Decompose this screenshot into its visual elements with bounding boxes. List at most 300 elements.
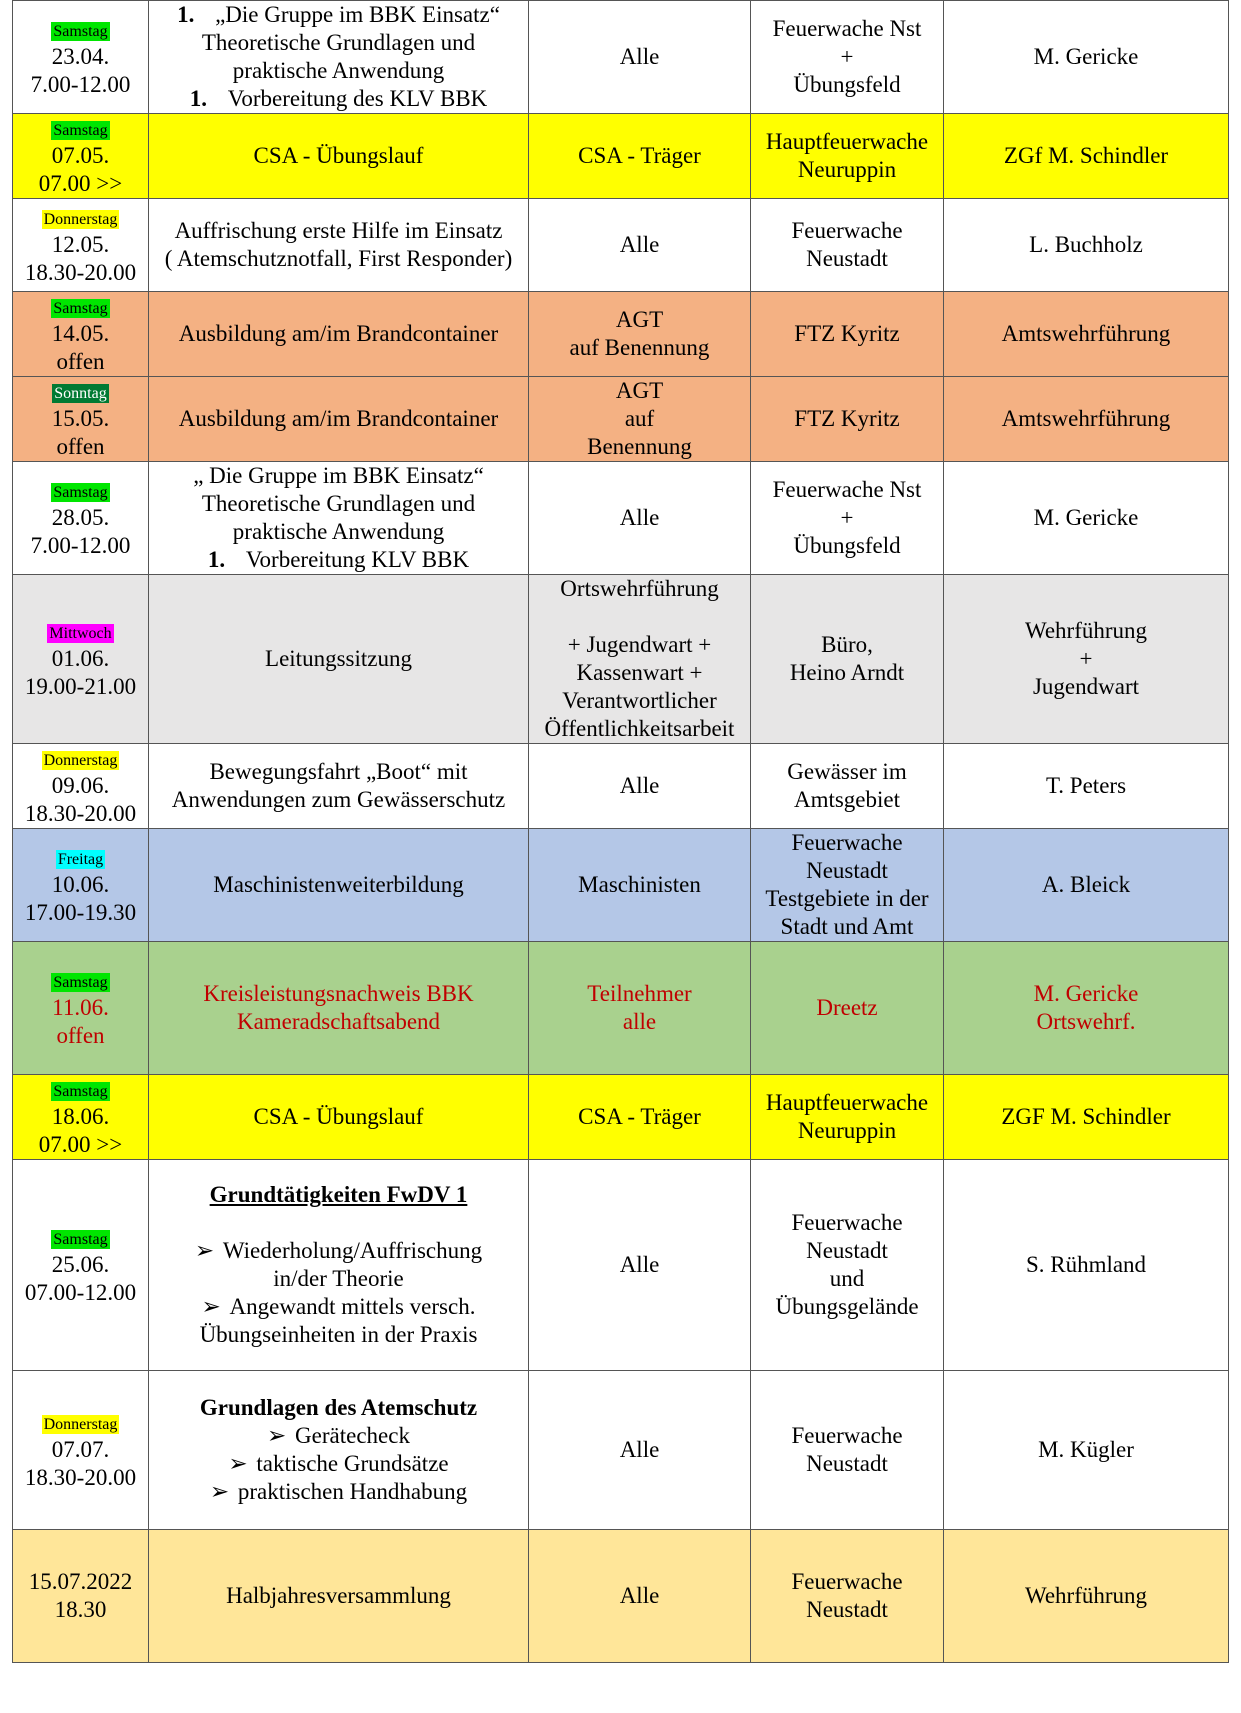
date-text — [15, 320, 146, 376]
topic-line-text: Ausbildung am/im Brandcontainer — [178, 321, 499, 346]
leader-cell — [944, 114, 1229, 199]
leader-text-line: L. Buchholz — [1029, 232, 1143, 257]
location-text-line: FTZ Kyritz — [794, 406, 900, 431]
location-text — [755, 476, 939, 560]
topic-cell — [149, 744, 529, 829]
topic-line-text: taktische Grundsätze — [256, 1451, 449, 1476]
topic-line — [153, 29, 524, 57]
date-text-line: 07.00-12.00 — [24, 1280, 137, 1305]
topic-line-text: ( Atemschutznotfall, First Responder) — [164, 246, 513, 271]
location-text-line: Übungsgelände — [775, 1294, 919, 1319]
topic-cell — [149, 292, 529, 377]
location-text-line: Feuerwache — [791, 1569, 903, 1594]
participants-text — [533, 1582, 746, 1610]
participants-text — [533, 306, 746, 362]
date-text — [15, 405, 146, 461]
leader-text-line: A. Bleick — [1041, 872, 1131, 897]
topic-line — [153, 645, 524, 673]
leader-text-line: Jugendwart — [1032, 674, 1140, 699]
topic-cell — [149, 462, 529, 575]
location-text — [755, 758, 939, 814]
participants-cell — [529, 292, 751, 377]
participants-text — [533, 1251, 746, 1279]
location-cell — [751, 292, 944, 377]
topic-line — [153, 85, 524, 113]
location-cell — [751, 1530, 944, 1663]
topic-text — [153, 405, 524, 433]
leader-text-line: M. Gericke — [1033, 505, 1139, 530]
leader-text — [948, 1251, 1224, 1279]
weekday-tag: Donnerstag — [43, 752, 118, 769]
date-text-line: 12.05. — [51, 232, 110, 257]
date-cell — [13, 744, 149, 829]
topic-text — [153, 980, 524, 1036]
topic-line — [153, 245, 524, 273]
participants-text-line: Alle — [619, 773, 660, 798]
participants-text-line — [533, 603, 746, 631]
leader-cell — [944, 575, 1229, 744]
topic-line — [153, 1209, 524, 1237]
location-text-line: Büro, — [821, 632, 873, 657]
leader-text-line: ZGf M. Schindler — [1003, 143, 1169, 168]
date-cell — [13, 575, 149, 744]
schedule-table — [12, 0, 1229, 1663]
leader-text — [948, 1582, 1224, 1610]
topic-cell — [149, 1075, 529, 1160]
location-text — [755, 1568, 939, 1624]
topic-line-text: praktischen Handhabung — [237, 1479, 468, 1504]
participants-cell — [529, 1371, 751, 1530]
location-cell — [751, 462, 944, 575]
weekday-tag: Mittwoch — [49, 625, 112, 642]
topic-line — [153, 1, 524, 29]
leader-text-line: Ortswehrf. — [1036, 1009, 1136, 1034]
date-text-line: 18.30-20.00 — [24, 260, 137, 285]
topic-line — [153, 405, 524, 433]
location-text — [755, 405, 939, 433]
leader-text — [948, 504, 1224, 532]
date-text-line: 11.06. — [52, 995, 109, 1020]
location-text-line: Heino Arndt — [789, 660, 905, 685]
location-text-line: Feuerwache — [791, 1210, 903, 1235]
leader-cell — [944, 1, 1229, 114]
participants-text-line: Alle — [619, 505, 660, 530]
date-text-line: 18.06. — [51, 1104, 110, 1129]
topic-line-text: Grundlagen des Atemschutz — [199, 1395, 478, 1420]
location-text-line: Neuruppin — [797, 157, 897, 182]
weekday-tag: Samstag — [53, 974, 108, 991]
participants-text-line: Alle — [619, 1437, 660, 1462]
date-text — [15, 231, 146, 287]
location-text-line: Neustadt — [806, 1451, 888, 1476]
schedule-row — [13, 114, 1229, 199]
topic-line-text: in/der Theorie — [273, 1266, 404, 1291]
arrow-bullet-icon: ➢ — [201, 1294, 221, 1319]
date-text-line: 18.30-20.00 — [24, 1465, 137, 1490]
topic-line-text — [336, 1210, 342, 1235]
location-text-line: Stadt und Amt — [780, 914, 914, 939]
date-text-line: offen — [56, 349, 105, 374]
topic-line-text: Anwendungen zum Gewässerschutz — [171, 787, 506, 812]
topic-line-text: „ Die Gruppe im BBK Einsatz“ — [193, 463, 484, 488]
location-cell — [751, 744, 944, 829]
topic-line — [153, 1103, 524, 1131]
topic-text — [153, 645, 524, 673]
schedule-row — [13, 942, 1229, 1075]
date-text-line: offen — [56, 1023, 105, 1048]
topic-line-text: Angewandt mittels versch. — [229, 1294, 476, 1319]
location-text — [755, 15, 939, 99]
location-cell — [751, 1160, 944, 1371]
participants-text-line: Alle — [619, 44, 660, 69]
topic-text — [153, 217, 524, 273]
participants-text-line: Teilnehmer — [587, 981, 692, 1006]
list-number: 1. — [207, 547, 226, 572]
participants-text — [533, 980, 746, 1036]
participants-text-line: Kassenwart + — [576, 660, 703, 685]
leader-cell — [944, 942, 1229, 1075]
topic-line-text: praktische Anwendung — [232, 58, 445, 83]
date-text-line: 7.00-12.00 — [30, 533, 131, 558]
leader-text — [948, 405, 1224, 433]
topic-text — [153, 1103, 524, 1131]
topic-line-text: Maschinistenweiterbildung — [213, 872, 464, 897]
topic-cell — [149, 199, 529, 292]
schedule-row — [13, 829, 1229, 942]
weekday-tag: Samstag — [53, 484, 108, 501]
participants-cell — [529, 1160, 751, 1371]
date-text — [15, 645, 146, 701]
topic-line-text: Übungseinheiten in der Praxis — [199, 1322, 478, 1347]
topic-line — [153, 57, 524, 85]
date-cell — [13, 377, 149, 462]
schedule-row — [13, 1, 1229, 114]
participants-cell — [529, 1075, 751, 1160]
topic-line — [153, 871, 524, 899]
location-text-line: Hauptfeuerwache — [765, 129, 929, 154]
participants-text — [533, 377, 746, 461]
topic-line — [153, 320, 524, 348]
participants-cell — [529, 1530, 751, 1663]
schedule-row — [13, 292, 1229, 377]
topic-line — [153, 1478, 524, 1506]
topic-line — [153, 1450, 524, 1478]
leader-text-line: Amtswehrführung — [1001, 406, 1171, 431]
schedule-row — [13, 1160, 1229, 1371]
participants-cell — [529, 377, 751, 462]
arrow-bullet-icon: ➢ — [194, 1238, 215, 1263]
list-number: 1. — [177, 2, 195, 27]
location-cell — [751, 1371, 944, 1530]
date-text-line: 15.05. — [51, 406, 110, 431]
location-text — [755, 217, 939, 273]
location-text — [755, 829, 939, 941]
leader-text-line: ZGF M. Schindler — [1001, 1104, 1171, 1129]
date-text — [15, 142, 146, 198]
date-text — [15, 1103, 146, 1159]
topic-text — [153, 871, 524, 899]
participants-cell — [529, 942, 751, 1075]
leader-text-line: T. Peters — [1045, 773, 1127, 798]
location-text-line: + — [840, 505, 854, 530]
participants-cell — [529, 1, 751, 114]
leader-text — [948, 617, 1224, 701]
location-text-line: Testgebiete in der — [765, 886, 929, 911]
date-text — [15, 772, 146, 828]
schedule-row — [13, 462, 1229, 575]
topic-line-text: Wiederholung/Auffrischung — [222, 1238, 483, 1263]
schedule-row — [13, 1371, 1229, 1530]
location-cell — [751, 942, 944, 1075]
participants-text-line: Verantwortlicher — [562, 688, 717, 713]
topic-text — [153, 758, 524, 814]
arrow-bullet-icon: ➢ — [267, 1423, 287, 1448]
participants-text-line: AGT — [615, 307, 664, 332]
leader-text-line: M. Gericke — [1033, 44, 1139, 69]
topic-line-text: praktische Anwendung — [232, 519, 445, 544]
topic-text — [153, 462, 524, 574]
topic-text — [153, 1, 524, 113]
date-cell — [13, 114, 149, 199]
participants-text — [533, 142, 746, 170]
date-text — [15, 871, 146, 927]
date-text — [15, 1436, 146, 1492]
location-text — [755, 1089, 939, 1145]
weekday-tag: Samstag — [53, 1083, 108, 1100]
topic-line — [153, 1265, 524, 1293]
participants-text-line: Alle — [619, 1583, 660, 1608]
location-text-line: Übungsfeld — [793, 533, 901, 558]
topic-line-text: CSA - Übungslauf — [253, 1104, 424, 1129]
participants-text-line: Öffentlichkeitsarbeit — [544, 716, 735, 741]
date-text — [15, 43, 146, 99]
participants-text — [533, 231, 746, 259]
participants-cell — [529, 744, 751, 829]
participants-cell — [529, 199, 751, 292]
topic-cell — [149, 829, 529, 942]
schedule-row — [13, 575, 1229, 744]
date-text-line: 17.00-19.30 — [24, 900, 137, 925]
participants-text — [533, 575, 746, 743]
participants-text — [533, 1103, 746, 1131]
schedule-body — [13, 1, 1229, 1663]
date-text-line: 7.00-12.00 — [30, 72, 131, 97]
leader-text-line: + — [1079, 646, 1093, 671]
participants-text — [533, 504, 746, 532]
arrow-bullet-icon: ➢ — [228, 1451, 248, 1476]
participants-text-line: alle — [622, 1009, 657, 1034]
topic-line-text: Leitungssitzung — [265, 646, 412, 671]
topic-line-text: „Die Gruppe im BBK Einsatz“ — [215, 2, 500, 27]
date-text-line: 28.05. — [51, 505, 110, 530]
participants-text-line: Alle — [619, 1252, 660, 1277]
leader-cell — [944, 744, 1229, 829]
topic-line-text: Auffrischung erste Hilfe im Einsatz — [174, 218, 503, 243]
leader-cell — [944, 292, 1229, 377]
participants-text-line: Ortswehrführung — [560, 576, 719, 601]
location-text-line: Neustadt — [806, 246, 888, 271]
date-text-line: 18.30 — [54, 1597, 107, 1622]
leader-text — [948, 142, 1224, 170]
date-cell — [13, 1371, 149, 1530]
date-text-line: 14.05. — [51, 321, 110, 346]
participants-text — [533, 43, 746, 71]
participants-cell — [529, 575, 751, 744]
topic-cell — [149, 575, 529, 744]
topic-line — [153, 1422, 524, 1450]
leader-text — [948, 980, 1224, 1036]
location-text-line: und — [829, 1266, 865, 1291]
leader-cell — [944, 377, 1229, 462]
date-cell — [13, 462, 149, 575]
leader-text — [948, 772, 1224, 800]
location-cell — [751, 575, 944, 744]
location-text — [755, 631, 939, 687]
topic-text — [153, 1582, 524, 1610]
topic-line — [153, 142, 524, 170]
participants-text-line: Alle — [619, 232, 660, 257]
location-text-line: + — [840, 44, 854, 69]
weekday-tag: Donnerstag — [43, 1416, 118, 1433]
leader-text — [948, 43, 1224, 71]
leader-cell — [944, 462, 1229, 575]
participants-cell — [529, 829, 751, 942]
topic-cell — [149, 114, 529, 199]
topic-line — [153, 786, 524, 814]
weekday-tag: Samstag — [53, 300, 108, 317]
participants-text-line: auf Benennung — [569, 335, 710, 360]
topic-line — [153, 1293, 524, 1321]
date-cell — [13, 1160, 149, 1371]
schedule-row — [13, 744, 1229, 829]
date-text — [15, 1251, 146, 1307]
schedule-row — [13, 1530, 1229, 1663]
location-cell — [751, 199, 944, 292]
schedule-row — [13, 199, 1229, 292]
date-text-line: 01.06. — [51, 646, 110, 671]
participants-text-line: auf — [624, 406, 655, 431]
topic-line — [153, 462, 524, 490]
location-text-line: Amtsgebiet — [793, 787, 901, 812]
participants-text — [533, 1436, 746, 1464]
topic-line — [153, 1582, 524, 1610]
date-text-line: 15.07.2022 — [28, 1569, 133, 1594]
list-number: 1. — [189, 86, 207, 111]
participants-text-line: + Jugendwart + — [567, 632, 712, 657]
leader-cell — [944, 1371, 1229, 1530]
topic-line — [153, 518, 524, 546]
topic-line-text: Theoretische Grundlagen und — [201, 491, 476, 516]
date-text — [15, 504, 146, 560]
participants-text-line: AGT — [615, 378, 664, 403]
leader-text-line: Wehrführung — [1024, 1583, 1148, 1608]
topic-cell — [149, 1530, 529, 1663]
date-text-line: 23.04. — [51, 44, 110, 69]
location-text-line: Übungsfeld — [793, 72, 901, 97]
date-cell — [13, 1075, 149, 1160]
date-text-line: 09.06. — [51, 773, 110, 798]
weekday-tag: Sonntag — [54, 385, 107, 402]
topic-line — [153, 546, 524, 574]
weekday-tag: Samstag — [53, 23, 108, 40]
date-text — [15, 1568, 146, 1624]
topic-line-text: Grundtätigkeiten FwDV 1 — [209, 1182, 468, 1207]
location-text-line: Gewässer im — [787, 759, 907, 784]
leader-text — [948, 320, 1224, 348]
date-text-line: 10.06. — [51, 872, 110, 897]
leader-cell — [944, 1530, 1229, 1663]
weekday-tag: Donnerstag — [43, 211, 118, 228]
topic-line-text: Vorbereitung des KLV BBK — [227, 86, 488, 111]
location-text — [755, 1422, 939, 1478]
location-text-line: Neustadt — [806, 1597, 888, 1622]
participants-text-line: Benennung — [587, 434, 692, 459]
topic-line-text: Gerätecheck — [295, 1423, 410, 1448]
topic-line — [153, 758, 524, 786]
date-text-line: 07.05. — [51, 143, 110, 168]
leader-text — [948, 1436, 1224, 1464]
weekday-tag: Freitag — [57, 851, 104, 868]
topic-text — [153, 142, 524, 170]
topic-line — [153, 1008, 524, 1036]
topic-line-text: Kameradschaftsabend — [236, 1009, 441, 1034]
leader-cell — [944, 1075, 1229, 1160]
location-cell — [751, 1, 944, 114]
schedule-row — [13, 377, 1229, 462]
location-cell — [751, 1075, 944, 1160]
leader-text — [948, 871, 1224, 899]
location-text — [755, 994, 939, 1022]
topic-cell — [149, 1371, 529, 1530]
location-text-line: Feuerwache — [791, 830, 903, 855]
topic-line — [153, 1394, 524, 1422]
topic-cell — [149, 1160, 529, 1371]
participants-cell — [529, 114, 751, 199]
leader-text-line: M. Gericke — [1033, 981, 1139, 1006]
participants-text-line: Maschinisten — [578, 872, 701, 897]
location-text-line: Feuerwache — [791, 218, 903, 243]
topic-cell — [149, 377, 529, 462]
location-text — [755, 1209, 939, 1321]
participants-text — [533, 871, 746, 899]
participants-text-line: CSA - Träger — [578, 143, 701, 168]
date-text-line: 19.00-21.00 — [24, 674, 137, 699]
topic-line — [153, 1321, 524, 1349]
leader-text — [948, 1103, 1224, 1131]
topic-line — [153, 980, 524, 1008]
topic-line-text: Halbjahresversammlung — [226, 1583, 451, 1608]
location-text-line: Neustadt — [806, 858, 888, 883]
date-text-line: 25.06. — [51, 1252, 110, 1277]
location-text — [755, 128, 939, 184]
topic-line-text: Theoretische Grundlagen und — [201, 30, 476, 55]
date-text — [15, 994, 146, 1050]
topic-line — [153, 490, 524, 518]
participants-cell — [529, 462, 751, 575]
location-text-line: Feuerwache Nst — [772, 477, 922, 502]
topic-line-text: Kreisleistungsnachweis BBK — [203, 981, 474, 1006]
location-text-line: Feuerwache — [791, 1423, 903, 1448]
location-cell — [751, 829, 944, 942]
date-cell — [13, 829, 149, 942]
date-cell — [13, 292, 149, 377]
leader-text-line: M. Kügler — [1038, 1437, 1134, 1462]
topic-line-text: Bewegungsfahrt „Boot“ mit — [209, 759, 468, 784]
location-text-line: Neustadt — [806, 1238, 888, 1263]
participants-text-line: CSA - Träger — [578, 1104, 701, 1129]
leader-text — [948, 231, 1224, 259]
topic-line-text: Vorbereitung KLV BBK — [245, 547, 470, 572]
